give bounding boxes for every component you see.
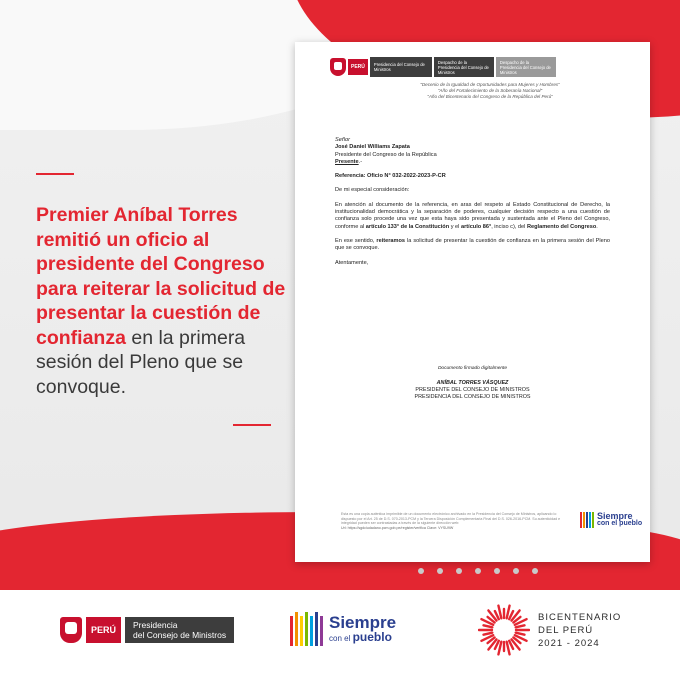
despacho-tag-2: Despacho de la Presidencia del Consejo de Ministros — [496, 57, 556, 77]
bicent-line-3: 2021 - 2024 — [538, 637, 600, 649]
pcm-logo — [60, 617, 234, 643]
signer-name: ANÍBAL TORRES VÁSQUEZ — [436, 380, 509, 386]
carousel-dot[interactable] — [475, 568, 481, 574]
letter-body — [335, 137, 610, 267]
presente-suffix: .- — [358, 158, 363, 165]
carousel-dot[interactable] — [513, 568, 519, 574]
footer-peru-tag: PERÚ — [86, 617, 121, 643]
bicent-line-2: DEL PERÚ — [538, 624, 594, 636]
p2-text: la solicitud de presentar la cuestión de confianza en la primera sesión del Pleno que se convoque. — [335, 237, 610, 252]
year-mottos — [385, 82, 595, 100]
official-letter — [295, 42, 650, 562]
headline — [36, 203, 286, 399]
coat-of-arms-icon — [330, 58, 346, 76]
siempre-line-1: Siempre — [329, 612, 397, 632]
headline-rest: en la primera sesión del Pleno que se convoque. — [36, 326, 246, 398]
p1-text: . — [596, 223, 598, 230]
p2-reiteramos: reiteramos — [376, 237, 406, 244]
footer-pcm-tag — [125, 617, 234, 643]
letter-logo-text — [597, 512, 642, 528]
addressee-name: José Daniel Williams Zapata — [335, 144, 410, 151]
paragraph-2 — [335, 238, 610, 253]
pcm-line-1: Presidencia — [133, 620, 178, 630]
motto-line: "Decenio de la Igualdad de Oportunidades para Mujeres y Hombres" — [420, 82, 560, 87]
siempre-con-el-pueblo-logo — [290, 612, 396, 646]
salutation: Señor — [335, 137, 350, 143]
bars-icon — [580, 512, 594, 528]
signer-role: PRESIDENTE DEL CONSEJO DE MINISTROS — [415, 387, 530, 393]
bottom-red-rule — [233, 424, 271, 426]
carousel-dots — [418, 568, 538, 574]
addressee-title: Presidente del Congreso de la República — [335, 151, 437, 158]
letter-header — [330, 57, 556, 77]
p1-constitution: artículo 133° de la Constitución — [365, 223, 450, 230]
footnote-url: Url: https://sgdciudadano.pcm.gob.pe/register/verifica Clave: VYSU9W — [341, 525, 454, 530]
letter-logo-l1: Siempre — [597, 511, 633, 521]
closing: Atentamente, — [335, 259, 369, 266]
presente: Presente — [335, 158, 359, 165]
letter-siempre-logo — [580, 512, 642, 528]
letter-logo-l2: con el pueblo — [597, 520, 643, 527]
siempre-line-2b: pueblo — [352, 629, 392, 644]
top-red-rule — [36, 173, 74, 175]
coat-of-arms-icon — [60, 617, 82, 643]
carousel-dot[interactable] — [437, 568, 443, 574]
siempre-text — [329, 614, 396, 645]
carousel-dot[interactable] — [532, 568, 538, 574]
authenticity-footnote — [341, 512, 571, 530]
p1-text: y el — [449, 223, 461, 230]
siempre-line-2a: con el — [329, 633, 353, 643]
bicent-line-1: BICENTENARIO — [538, 611, 622, 623]
headline-highlight: Premier Aníbal Torres remitió un oficio al presidente del Congreso para reiterar la solicitud de presentar la cuestión de confianza — [36, 204, 286, 349]
bicentenario-logo — [478, 604, 621, 656]
p1-reglamento: Reglamento del Congreso — [526, 223, 597, 230]
consideration: De mi especial consideración: — [335, 187, 410, 194]
footnote-text: Esta es una copia auténtica imprimible de un documento electrónico archivado en la Presidencia del Consejo de Ministros, aplicando lo dispuesto por el Art. 25 de D.S. 070-2013-PCM y la Tercera Disposición Complementaria Final del D.S. 026-2016-PCM. Su autenticidad e integridad pueden ser contrastadas a través de la siguiente dirección web: — [341, 512, 561, 526]
colored-bars-icon — [290, 612, 323, 646]
bicentenario-burst-icon — [478, 604, 530, 656]
paragraph-1 — [335, 202, 610, 231]
carousel-dot[interactable] — [418, 568, 424, 574]
bicentenario-text — [538, 611, 621, 650]
p1-article: artículo 86° — [460, 223, 492, 230]
motto-line: "Año del Bicentenario del Congreso de la República del Perú" — [427, 94, 553, 99]
p1-text: En atención al documento de la referencia, en aras del respeto al Estado Constitucional de Derecho, la institucionalidad democrática y la separación de poderes, cualquier decisión respecto a una cuestión de confianza solo procede una vez que esta haya sido presentada y sustentada ante el Pleno del Congreso, conforme al — [335, 201, 610, 230]
pcm-line-2: del Consejo de Ministros — [133, 630, 227, 640]
reference: Referencia: Oficio N° 032-2022-2023-P-CR — [335, 173, 446, 180]
p2-text: En ese sentido, — [335, 237, 377, 244]
carousel-dot[interactable] — [456, 568, 462, 574]
carousel-dot[interactable] — [494, 568, 500, 574]
pcm-tag: Presidencia del Consejo de Ministros — [370, 57, 432, 77]
p1-text: , inciso c), del — [491, 223, 527, 230]
signature-block — [335, 365, 610, 401]
digitally-signed: Documento firmado digitalmente — [437, 366, 508, 371]
motto-line: "Año del Fortalecimiento de la Soberanía Nacional" — [437, 88, 543, 93]
despacho-tag-1: Despacho de la Presidencia del Consejo de Ministros — [434, 57, 494, 77]
presente-line — [335, 159, 610, 166]
peru-tag: PERÚ — [348, 59, 368, 75]
signer-org: PRESIDENCIA DEL CONSEJO DE MINISTROS — [414, 394, 531, 400]
